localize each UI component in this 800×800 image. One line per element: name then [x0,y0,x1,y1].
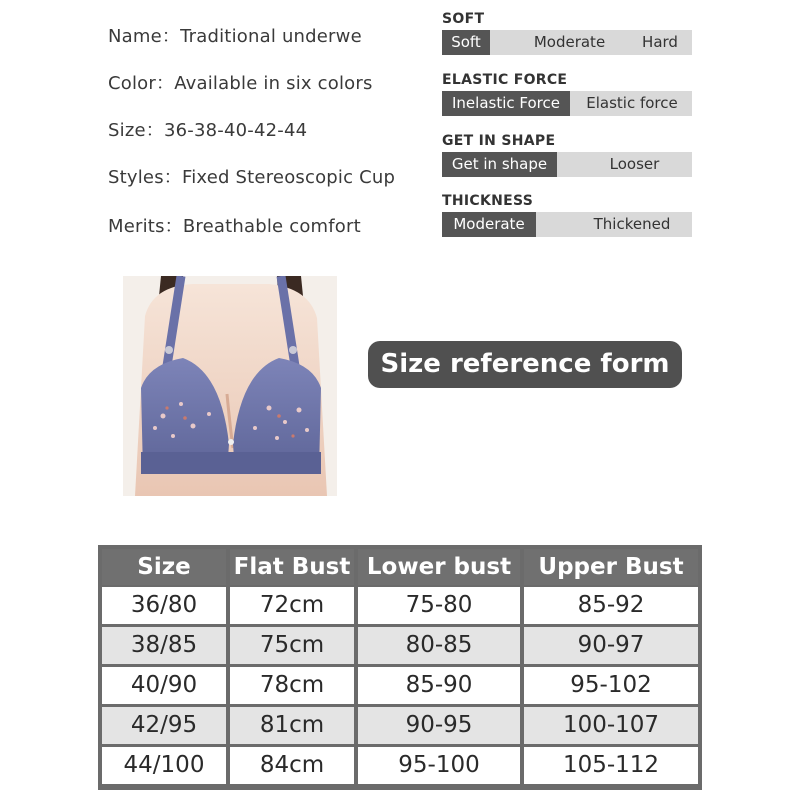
attribute-shape-title: GET IN SHAPE [442,133,556,149]
table-cell: 84cm [230,747,354,784]
spec-color: Color：Available in six colors [108,73,373,94]
attribute-elastic-bar [442,91,692,116]
table-cell: 95-102 [524,667,698,704]
spec-merits: Merits：Breathable comfort [108,216,361,237]
table-cell: 36/80 [102,587,226,624]
table-header-size: Size [102,549,226,585]
table-cell: 78cm [230,667,354,704]
table-cell: 85-92 [524,587,698,624]
table-cell: 44/100 [102,747,226,784]
spec-styles: Styles：Fixed Stereoscopic Cup [108,167,396,188]
table-header-lower-bust: Lower bust [358,549,520,585]
table-cell: 90-97 [524,627,698,664]
table-cell: 95-100 [358,747,520,784]
attribute-shape-bar [442,152,692,177]
attribute-soft [442,11,692,55]
attribute-elastic-title: ELASTIC FORCE [442,72,568,88]
product-photo [123,276,337,496]
table-cell: 100-107 [524,707,698,744]
table-cell: 40/90 [102,667,226,704]
table-cell: 75cm [230,627,354,664]
table-cell: 75-80 [358,587,520,624]
table-cell: 90-95 [358,707,520,744]
table-cell: 80-85 [358,627,520,664]
option-hard: Hard [642,33,678,51]
table-header-upper-bust: Upper Bust [524,549,698,585]
option-soft: Soft [442,30,490,55]
bra-illustration-icon [123,276,337,496]
table-cell: 85-90 [358,667,520,704]
option-elastic-force: Elastic force [586,94,678,112]
attribute-thickness-bar [442,212,692,237]
option-moderate: Moderate [533,33,606,51]
option-get-in-shape: Get in shape [442,152,557,177]
size-table [98,545,702,790]
option-looser: Looser [609,155,660,173]
size-reference-label: Size reference form [368,341,682,388]
table-header-flat-bust: Flat Bust [230,549,354,585]
attribute-shape [442,133,692,177]
attribute-soft-bar [442,30,692,55]
option-inelastic-force: Inelastic Force [442,91,570,116]
attribute-thickness-title: THICKNESS [442,193,534,209]
spec-name: Name：Traditional underwe [108,26,362,47]
option-moderate-thickness: Moderate [442,212,536,237]
table-cell: 72cm [230,587,354,624]
table-cell: 38/85 [102,627,226,664]
attribute-elastic [442,72,692,116]
table-cell: 42/95 [102,707,226,744]
table-cell: 81cm [230,707,354,744]
attribute-thickness [442,193,692,237]
table-cell: 105-112 [524,747,698,784]
option-thickened: Thickened [593,215,671,233]
spec-size: Size：36-38-40-42-44 [108,120,308,141]
attribute-soft-title: SOFT [442,11,485,27]
